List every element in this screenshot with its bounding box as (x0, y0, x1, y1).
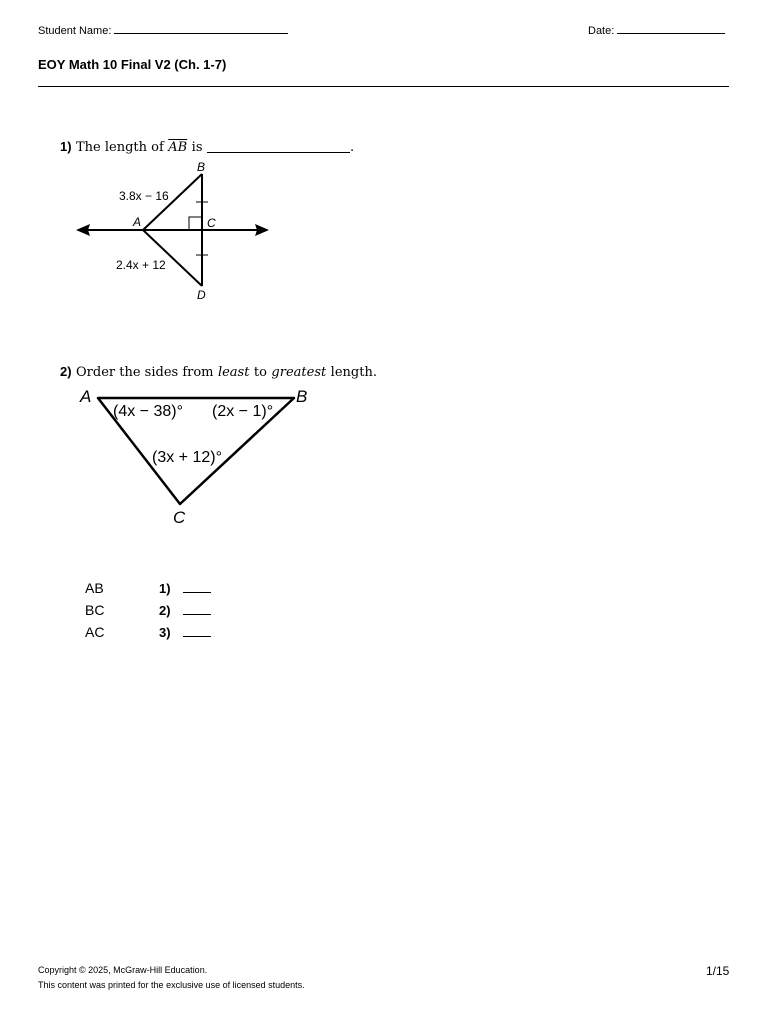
question-2-greatest: greatest (271, 365, 327, 380)
rank-2-blank[interactable] (183, 604, 211, 615)
question-1-answer-blank[interactable] (207, 140, 350, 153)
vertex-b: B (296, 387, 308, 406)
angle-c-expression: (3x + 12)° (152, 449, 222, 466)
side-ab: AB (85, 580, 104, 596)
label-b: B (197, 160, 206, 174)
rank-1-blank[interactable] (183, 582, 211, 593)
right-arrowhead-icon (255, 224, 269, 236)
question-1-text: The length of (76, 140, 164, 155)
rank-3-label: 3) (159, 625, 171, 640)
angle-a-expression: (4x − 38)° (113, 403, 183, 420)
date-label: Date: (588, 25, 615, 37)
rank-2-label: 2) (159, 603, 171, 618)
footer-copyright: Copyright © 2025, McGraw-Hill Education. (38, 965, 208, 975)
label-a: A (133, 215, 142, 229)
side-ac: AC (85, 624, 105, 640)
date-line[interactable] (617, 23, 725, 34)
date-field[interactable] (588, 23, 725, 37)
ranking-list (159, 580, 211, 646)
question-2-least: least (217, 365, 250, 380)
question-2-length: length. (330, 365, 377, 380)
vertex-c: C (173, 508, 186, 527)
student-name-field[interactable] (38, 23, 288, 37)
rank-row-3 (159, 624, 211, 646)
vertex-a: A (80, 387, 92, 406)
question-1 (60, 138, 354, 156)
question-2 (60, 363, 377, 381)
rank-row-2 (159, 602, 211, 624)
student-name-line[interactable] (114, 23, 288, 34)
question-2-number: 2) (60, 364, 72, 379)
rank-3-blank[interactable] (183, 626, 211, 637)
question-2-text: Order the sides from (76, 365, 214, 380)
side-bc: BC (85, 602, 105, 618)
label-d: D (197, 288, 206, 302)
header-divider (38, 86, 729, 87)
right-angle-mark (189, 217, 202, 230)
rank-1-label: 1) (159, 581, 171, 596)
question-1-is: is (191, 140, 203, 155)
rank-row-1 (159, 580, 211, 602)
question-1-figure (70, 155, 280, 310)
sides-list (85, 580, 104, 646)
expression-ab: 3.8x − 16 (119, 189, 169, 203)
question-2-to: to (253, 365, 267, 380)
question-1-number: 1) (60, 139, 72, 154)
question-1-period: . (349, 140, 355, 155)
label-c: C (207, 216, 216, 230)
left-arrowhead-icon (76, 224, 90, 236)
angle-b-expression: (2x − 1)° (212, 403, 274, 420)
segment-ab: $\overline{AB}$ (168, 140, 188, 155)
page-title: EOY Math 10 Final V2 (Ch. 1-7) (38, 57, 227, 72)
expression-ad: 2.4x + 12 (116, 258, 166, 272)
footer-license: This content was printed for the exclusive use of licensed students. (38, 980, 305, 990)
question-2-figure (70, 382, 330, 532)
student-name-label: Student Name: (38, 25, 112, 37)
page-number: 1/15 (706, 964, 730, 978)
